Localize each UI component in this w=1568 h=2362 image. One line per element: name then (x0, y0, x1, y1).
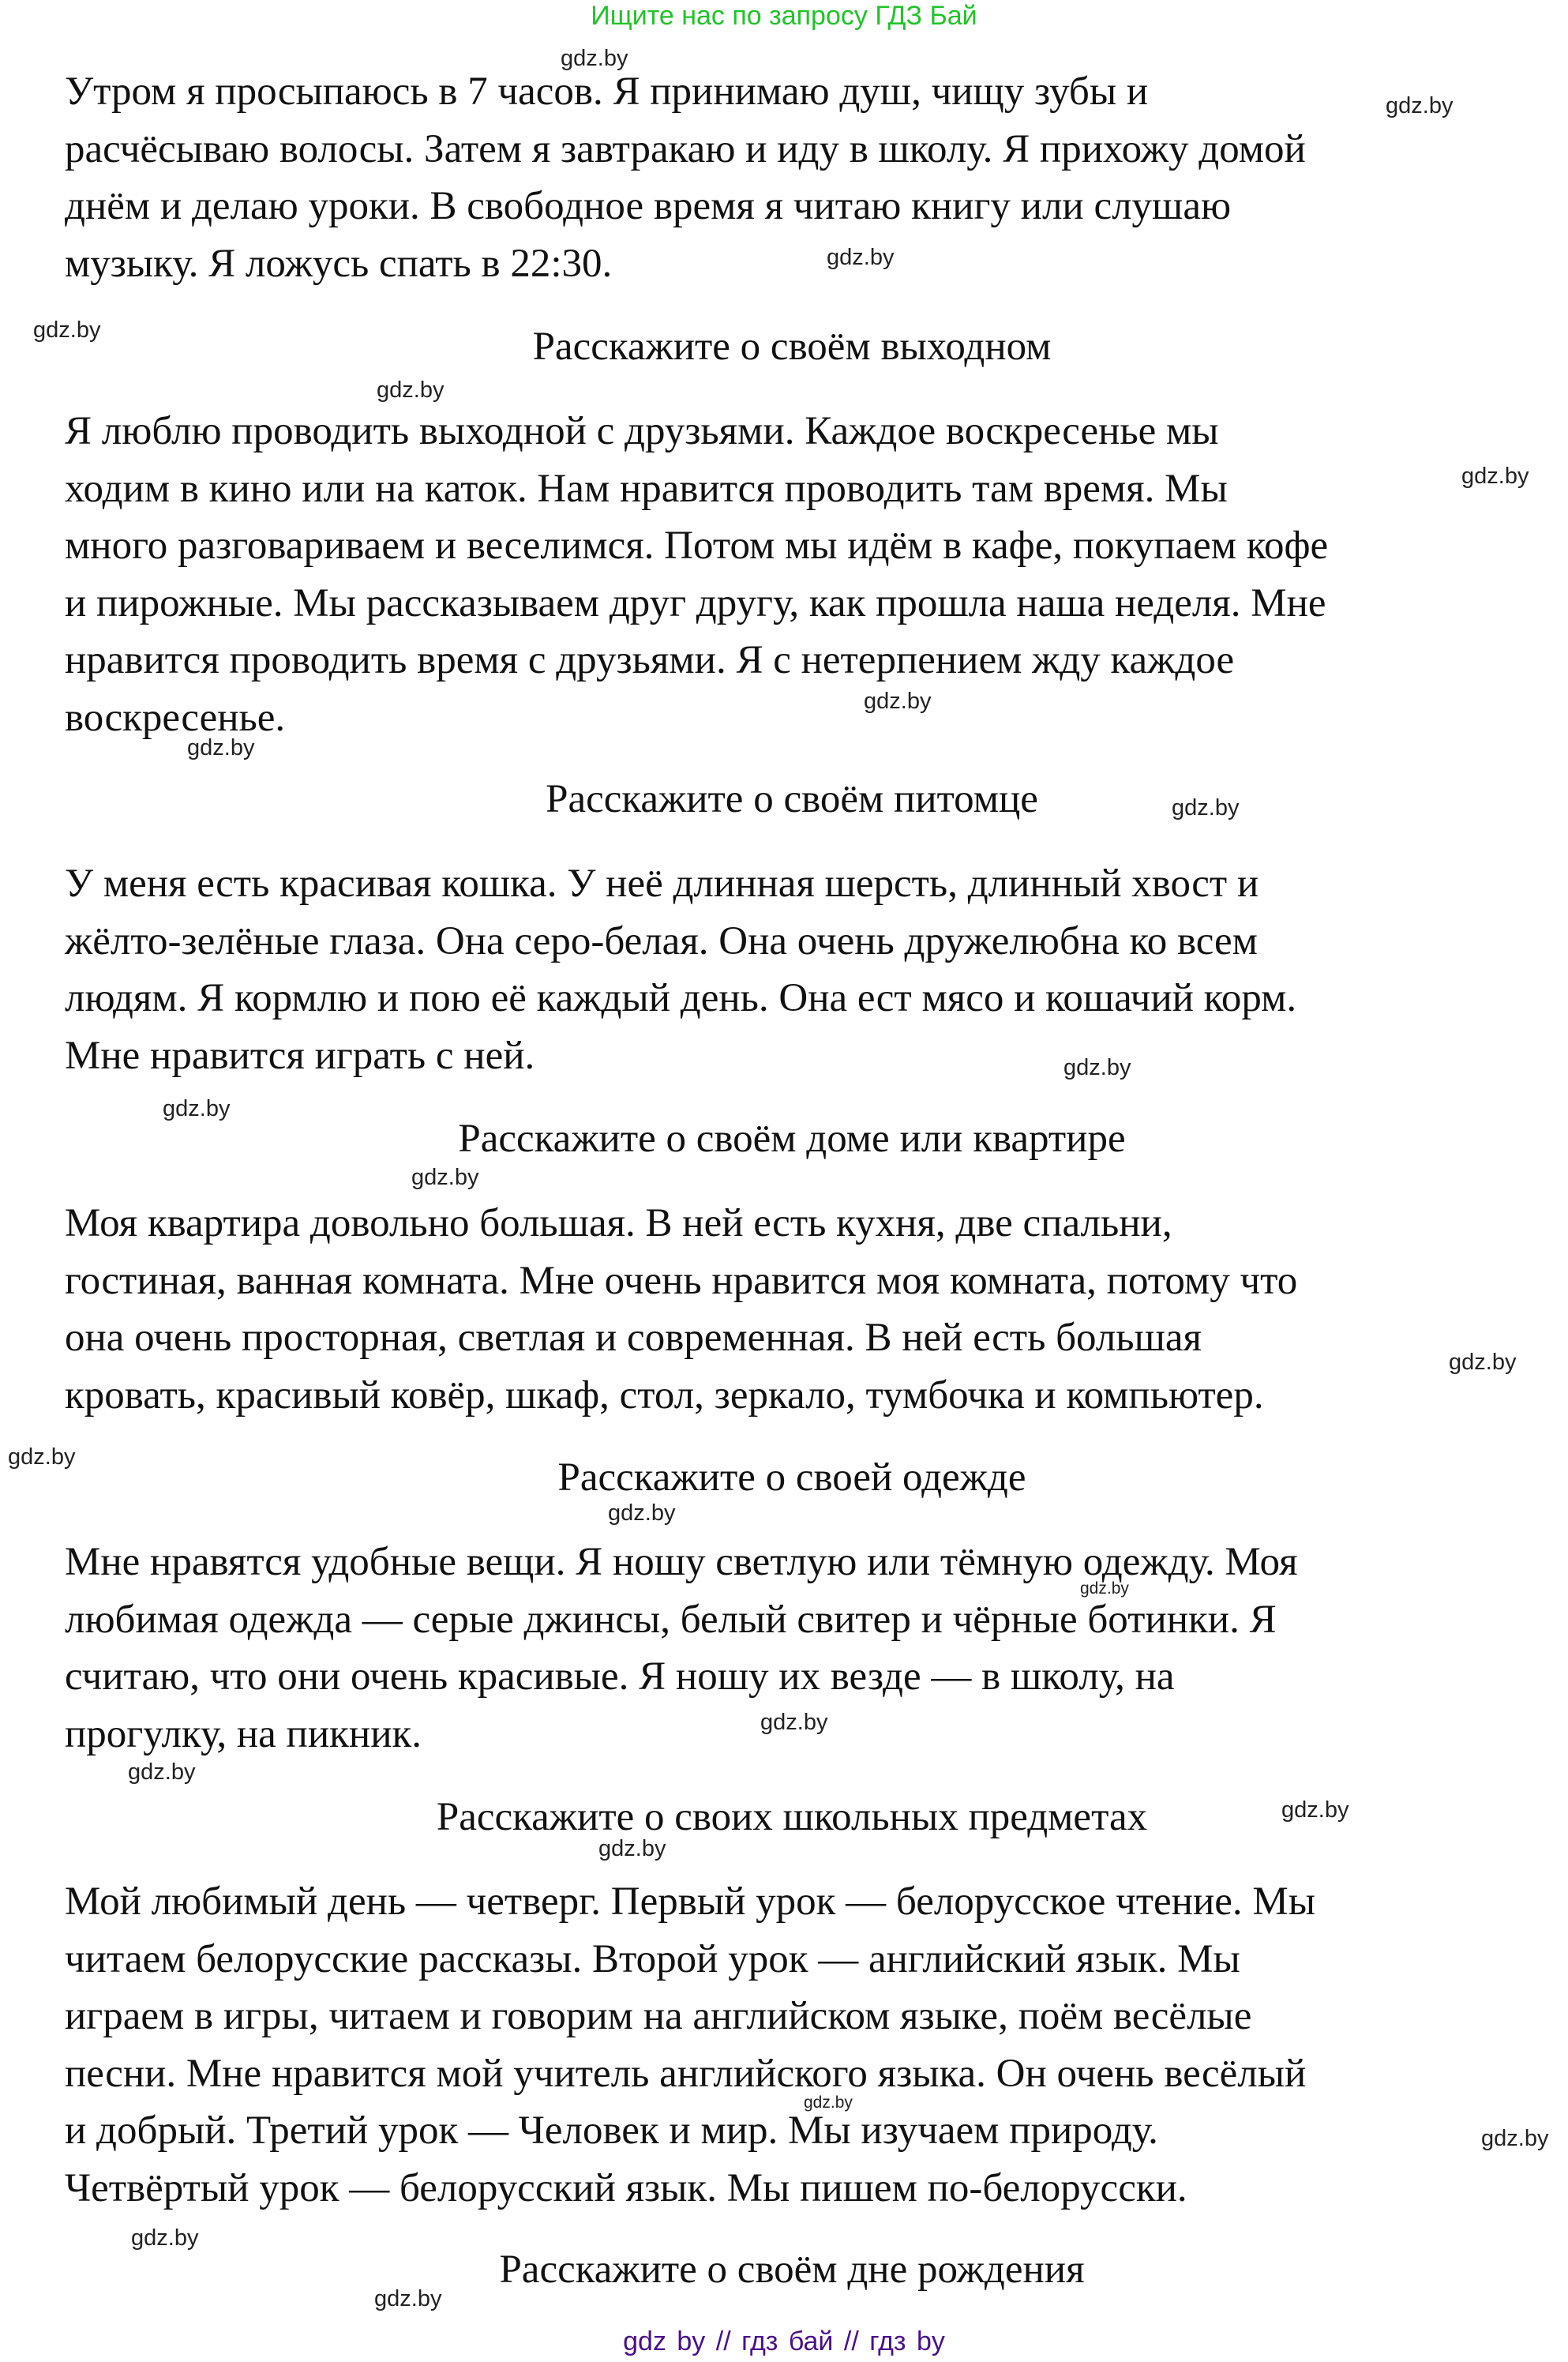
text-line: песни. Мне нравится мой учитель английского языка. Он очень весёлый (65, 2051, 1307, 2096)
watermark: gdz.by (128, 1759, 196, 1785)
text-line: жёлто-зелёные глаза. Она серо-белая. Она очень дружелюбна ко всем (65, 918, 1258, 963)
text-line: читаем белорусские рассказы. Второй урок — английский язык. Мы (65, 1936, 1240, 1981)
text-line: и пирожные. Мы рассказываем друг другу, как прошла наша неделя. Мне (65, 580, 1326, 625)
text-line: Мне нравится играть с ней. (65, 1033, 535, 1078)
text-line: и добрый. Третий урок — Человек и мир. Мы изучаем природу. (65, 2109, 1158, 2154)
watermark: gdz.by (1461, 464, 1529, 489)
text-line: Утром я просыпаюсь в 7 часов. Я принимаю душ, чищу зубы и (65, 69, 1149, 114)
watermark: gdz.by (1481, 2126, 1549, 2151)
search-banner: Ищите нас по запросу ГДЗ Бай (591, 1, 977, 31)
watermark: gdz.by (561, 46, 628, 71)
watermark: gdz.by (864, 689, 932, 714)
text-line: Четвёртый урок — белорусский язык. Мы пишем по-белорусски. (65, 2165, 1187, 2210)
watermark: gdz.by (1449, 1350, 1517, 1375)
watermark: gdz.by (608, 1500, 676, 1526)
watermark: gdz.by (163, 1096, 231, 1121)
watermark: gdz.by (33, 317, 101, 343)
watermark: gdz.by (1172, 795, 1240, 821)
watermark: gdz.by (187, 735, 255, 760)
text-line: Мне нравятся удобные вещи. Я ношу светлую или тёмную одежду. Моя (65, 1540, 1298, 1584)
heading-pet: Расскажите о своём питомце (546, 777, 1038, 821)
watermark: gdz.by (1386, 93, 1454, 118)
text-line: кровать, красивый ковёр, шкаф, стол, зеркало, тумбочка и компьютер. (65, 1373, 1264, 1418)
watermark: gdz.by (377, 377, 445, 403)
heading-birthday: Расскажите о своём дне рождения (499, 2247, 1085, 2292)
paragraph-pet (65, 855, 1296, 1084)
watermark: gdz.by (8, 1444, 76, 1470)
watermark: gdz.by (804, 2094, 853, 2112)
text-line: она очень просторная, светлая и современная. В ней есть большая (65, 1316, 1202, 1361)
watermark: gdz.by (760, 1710, 828, 1735)
heading-clothes: Расскажите о своей одежде (557, 1455, 1026, 1500)
watermark: gdz.by (131, 2225, 199, 2251)
watermark: gdz.by (1080, 1579, 1129, 1598)
heading-home: Расскажите о своём доме или квартире (458, 1117, 1126, 1161)
watermark: gdz.by (411, 1165, 479, 1190)
text-line: людям. Я кормлю и пою её каждый день. Она ест мясо и кошачий корм. (65, 976, 1297, 1021)
paragraph-clothes (65, 1534, 1298, 1763)
watermark: gdz.by (1281, 1797, 1349, 1823)
watermark: gdz.by (827, 245, 895, 270)
heading-school-subjects: Расскажите о своих школьных предметах (436, 1795, 1148, 1839)
paragraph-school-subjects (65, 1873, 1315, 2217)
text-line: прогулку, на пикник. (65, 1711, 422, 1756)
heading-weekend: Расскажите о своём выходном (532, 325, 1052, 369)
text-line: воскресенье. (65, 695, 286, 740)
text-line: расчёсываю волосы. Затем я завтракаю и иду в школу. Я прихожу домой (65, 126, 1306, 171)
text-line: ходим в кино или на каток. Нам нравится проводить там время. Мы (65, 466, 1228, 511)
paragraph-home (65, 1195, 1297, 1424)
paragraph-daily-routine (65, 63, 1306, 292)
text-line: У меня есть красивая кошка. У неё длинная шерсть, длинный хвост и (65, 862, 1259, 906)
text-line: Моя квартира довольно большая. В ней есть кухня, две спальни, (65, 1201, 1172, 1245)
text-line: играем в игры, читаем и говорим на английском языке, поём весёлые (65, 1994, 1252, 2039)
text-line: гостиная, ванная комната. Мне очень нравится моя комната, потому что (65, 1258, 1298, 1303)
text-line: нравится проводить время с друзьями. Я с нетерпением жду каждое (65, 638, 1235, 683)
watermark: gdz.by (374, 2286, 442, 2311)
watermark: gdz.by (598, 1836, 666, 1861)
footer-branding: gdz by // гдз бай // гдз by (623, 2326, 945, 2356)
text-line: днём и делаю уроки. В свободное время я читаю книгу или слушаю (65, 184, 1232, 229)
text-line: Мой любимый день — четверг. Первый урок — белорусское чтение. Мы (65, 1879, 1315, 1924)
text-line: много разговариваем и веселимся. Потом мы идём в кафе, покупаем кофе (65, 524, 1329, 569)
text-line: Я люблю проводить выходной с друзьями. Каждое воскресенье мы (65, 409, 1219, 453)
text-line: считаю, что они очень красивые. Я ношу их везде — в школу, на (65, 1654, 1175, 1699)
paragraph-weekend (65, 403, 1328, 747)
text-line: любимая одежда — серые джинсы, белый свитер и чёрные ботинки. Я (65, 1597, 1277, 1642)
text-line: музыку. Я ложусь спать в 22:30. (65, 241, 613, 286)
watermark: gdz.by (1063, 1055, 1131, 1080)
